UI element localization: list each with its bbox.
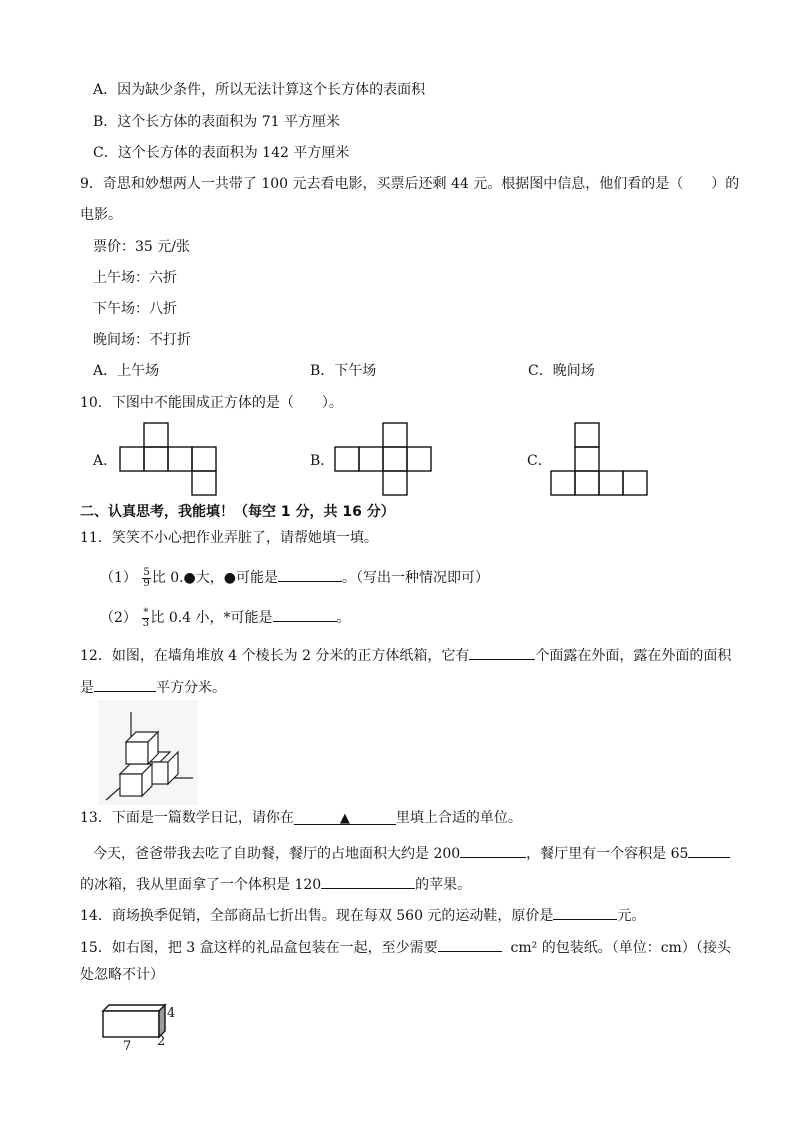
q15-paper-blank[interactable] bbox=[438, 935, 502, 952]
q8-option-b: B．这个长方体的表面积为 71 平方厘米 bbox=[93, 114, 341, 130]
q13-line1 bbox=[93, 841, 730, 864]
q9-info-afternoon: 下午场：八折 bbox=[93, 301, 177, 317]
net-c-square bbox=[575, 447, 599, 471]
fraction-numerator: * bbox=[143, 606, 149, 618]
q10-label-c: C． bbox=[527, 453, 552, 469]
net-a-square bbox=[192, 471, 216, 495]
q12-faces-blank[interactable] bbox=[469, 643, 535, 660]
q15-dim-length: 7 bbox=[123, 1039, 132, 1054]
net-b-square bbox=[383, 423, 407, 447]
net-a-square bbox=[120, 447, 144, 471]
q13-text: 的苹果。 bbox=[415, 877, 472, 893]
q10-net-b bbox=[335, 423, 445, 498]
q11-part1-tail: 。（写出一种情况即可） bbox=[342, 570, 489, 586]
q10-stem: 10．下图中不能围成正方体的是（ ）。 bbox=[80, 395, 343, 411]
q9-stem-line2: 电影。 bbox=[80, 207, 122, 223]
q11-part1-fraction bbox=[142, 568, 150, 589]
q13-text: 今天，爸爸带我去吃了自助餐，餐厅的占地面积大约是 200 bbox=[93, 846, 461, 862]
net-c-square bbox=[551, 471, 575, 495]
q10-label-b: B． bbox=[310, 453, 335, 469]
q12-stem-line1 bbox=[80, 643, 731, 666]
q15-stem-line2: 处忽略不计） bbox=[80, 967, 164, 983]
q13-stem-text: 13．下面是一篇数学日记，请你在 bbox=[80, 810, 294, 826]
net-a-square bbox=[144, 447, 168, 471]
q10-net-c bbox=[551, 423, 661, 498]
q11-part2 bbox=[100, 605, 351, 629]
q12-stem-line2 bbox=[80, 675, 226, 698]
q9-option-c: C．晚间场 bbox=[528, 363, 595, 379]
q13-area-unit-blank[interactable] bbox=[460, 841, 526, 858]
net-c-square bbox=[599, 471, 623, 495]
fraction-denominator: 3 bbox=[142, 617, 150, 629]
q13-text: 的冰箱，我从里面拿了一个体积是 120 bbox=[80, 877, 322, 893]
fraction-numerator: 5 bbox=[143, 566, 150, 578]
net-c-square bbox=[575, 471, 599, 495]
net-b-square bbox=[383, 471, 407, 495]
triangle-icon: ▲ bbox=[339, 811, 350, 826]
q14-stem bbox=[80, 903, 645, 926]
net-a-square bbox=[192, 447, 216, 471]
q13-triangle-blank bbox=[294, 808, 396, 825]
q10-label-a: A． bbox=[93, 453, 118, 469]
q12-stem-text: 12．如图，在墙角堆放 4 个棱长为 2 分米的正方体纸箱，它有 bbox=[80, 648, 470, 664]
net-b-square bbox=[335, 447, 359, 471]
q12-corner-boxes-figure bbox=[98, 700, 198, 805]
q9-info-morning: 上午场：六折 bbox=[93, 270, 177, 286]
q11-part1-answer-blank[interactable] bbox=[278, 565, 342, 582]
q14-stem-text: 元。 bbox=[617, 908, 646, 924]
section-2-title: 二、认真思考，我能填！（每空 1 分，共 16 分） bbox=[80, 504, 395, 520]
q13-line2 bbox=[80, 872, 471, 895]
q11-stem: 11．笑笑不小心把作业弄脏了，请帮她填一填。 bbox=[80, 530, 378, 546]
net-a-square bbox=[144, 423, 168, 447]
q11-part2-answer-blank[interactable] bbox=[273, 605, 337, 622]
net-c-square bbox=[623, 471, 647, 495]
q12-area-blank[interactable] bbox=[94, 675, 156, 692]
q15-dim-height: 4 bbox=[167, 1006, 176, 1021]
q9-info-evening: 晚间场：不打折 bbox=[93, 332, 191, 348]
net-b-square bbox=[407, 447, 431, 471]
q9-info-price: 票价：35 元/张 bbox=[93, 239, 190, 255]
q11-part2-text: 比 0.4 小，*可能是 bbox=[150, 610, 273, 626]
net-b-square bbox=[383, 447, 407, 471]
q14-stem-text: 14．商场换季促销，全部商品七折出售。现在每双 560 元的运动鞋，原价是 bbox=[80, 908, 554, 924]
fraction-denominator: 9 bbox=[143, 577, 150, 589]
q13-apple-unit-blank[interactable] bbox=[321, 872, 415, 889]
q11-part2-tail: 。 bbox=[336, 610, 351, 626]
q13-text: ，餐厅里有一个容积是 65 bbox=[526, 846, 689, 862]
q10-net-a bbox=[120, 423, 230, 498]
net-a-square bbox=[168, 447, 192, 471]
q14-price-blank[interactable] bbox=[553, 903, 617, 920]
q13-volume-unit-blank[interactable] bbox=[688, 841, 730, 858]
q9-stem-line1: 9．奇思和妙想两人一共带了 100 元去看电影，买票后还剩 44 元。根据图中信息，他们看的是（ ）的 bbox=[80, 176, 740, 192]
q11-part2-fraction bbox=[142, 608, 149, 629]
q12-stem-text: 是 bbox=[80, 680, 94, 696]
q9-option-b: B．下午场 bbox=[310, 363, 377, 379]
q15-dim-width: 2 bbox=[157, 1034, 166, 1049]
q11-part1 bbox=[100, 565, 489, 589]
q12-stem-text: 个面露在外面，露在外面的面积 bbox=[535, 648, 732, 664]
q11-part2-index: （2） bbox=[100, 610, 137, 626]
q9-option-a: A．上午场 bbox=[93, 363, 160, 379]
q15-stem-text: cm² 的包装纸。（单位：cm）（接头 bbox=[510, 940, 731, 956]
q15-stem-text: 15．如右图，把 3 盒这样的礼品盒包装在一起，至少需要 bbox=[80, 940, 438, 956]
q15-stem-line1 bbox=[80, 935, 731, 958]
net-b-square bbox=[359, 447, 383, 471]
q8-option-c: C．这个长方体的表面积为 142 平方厘米 bbox=[93, 145, 350, 161]
q12-stem-text: 平方分米。 bbox=[156, 680, 226, 696]
q13-stem-text: 里填上合适的单位。 bbox=[395, 810, 522, 826]
net-c-square bbox=[575, 423, 599, 447]
q11-part1-index: （1） bbox=[100, 570, 137, 586]
q8-option-a: A．因为缺少条件，所以无法计算这个长方体的表面积 bbox=[93, 82, 426, 98]
q11-part1-text: 比 0.●大，●可能是 bbox=[151, 570, 278, 586]
q13-stem bbox=[80, 808, 522, 828]
